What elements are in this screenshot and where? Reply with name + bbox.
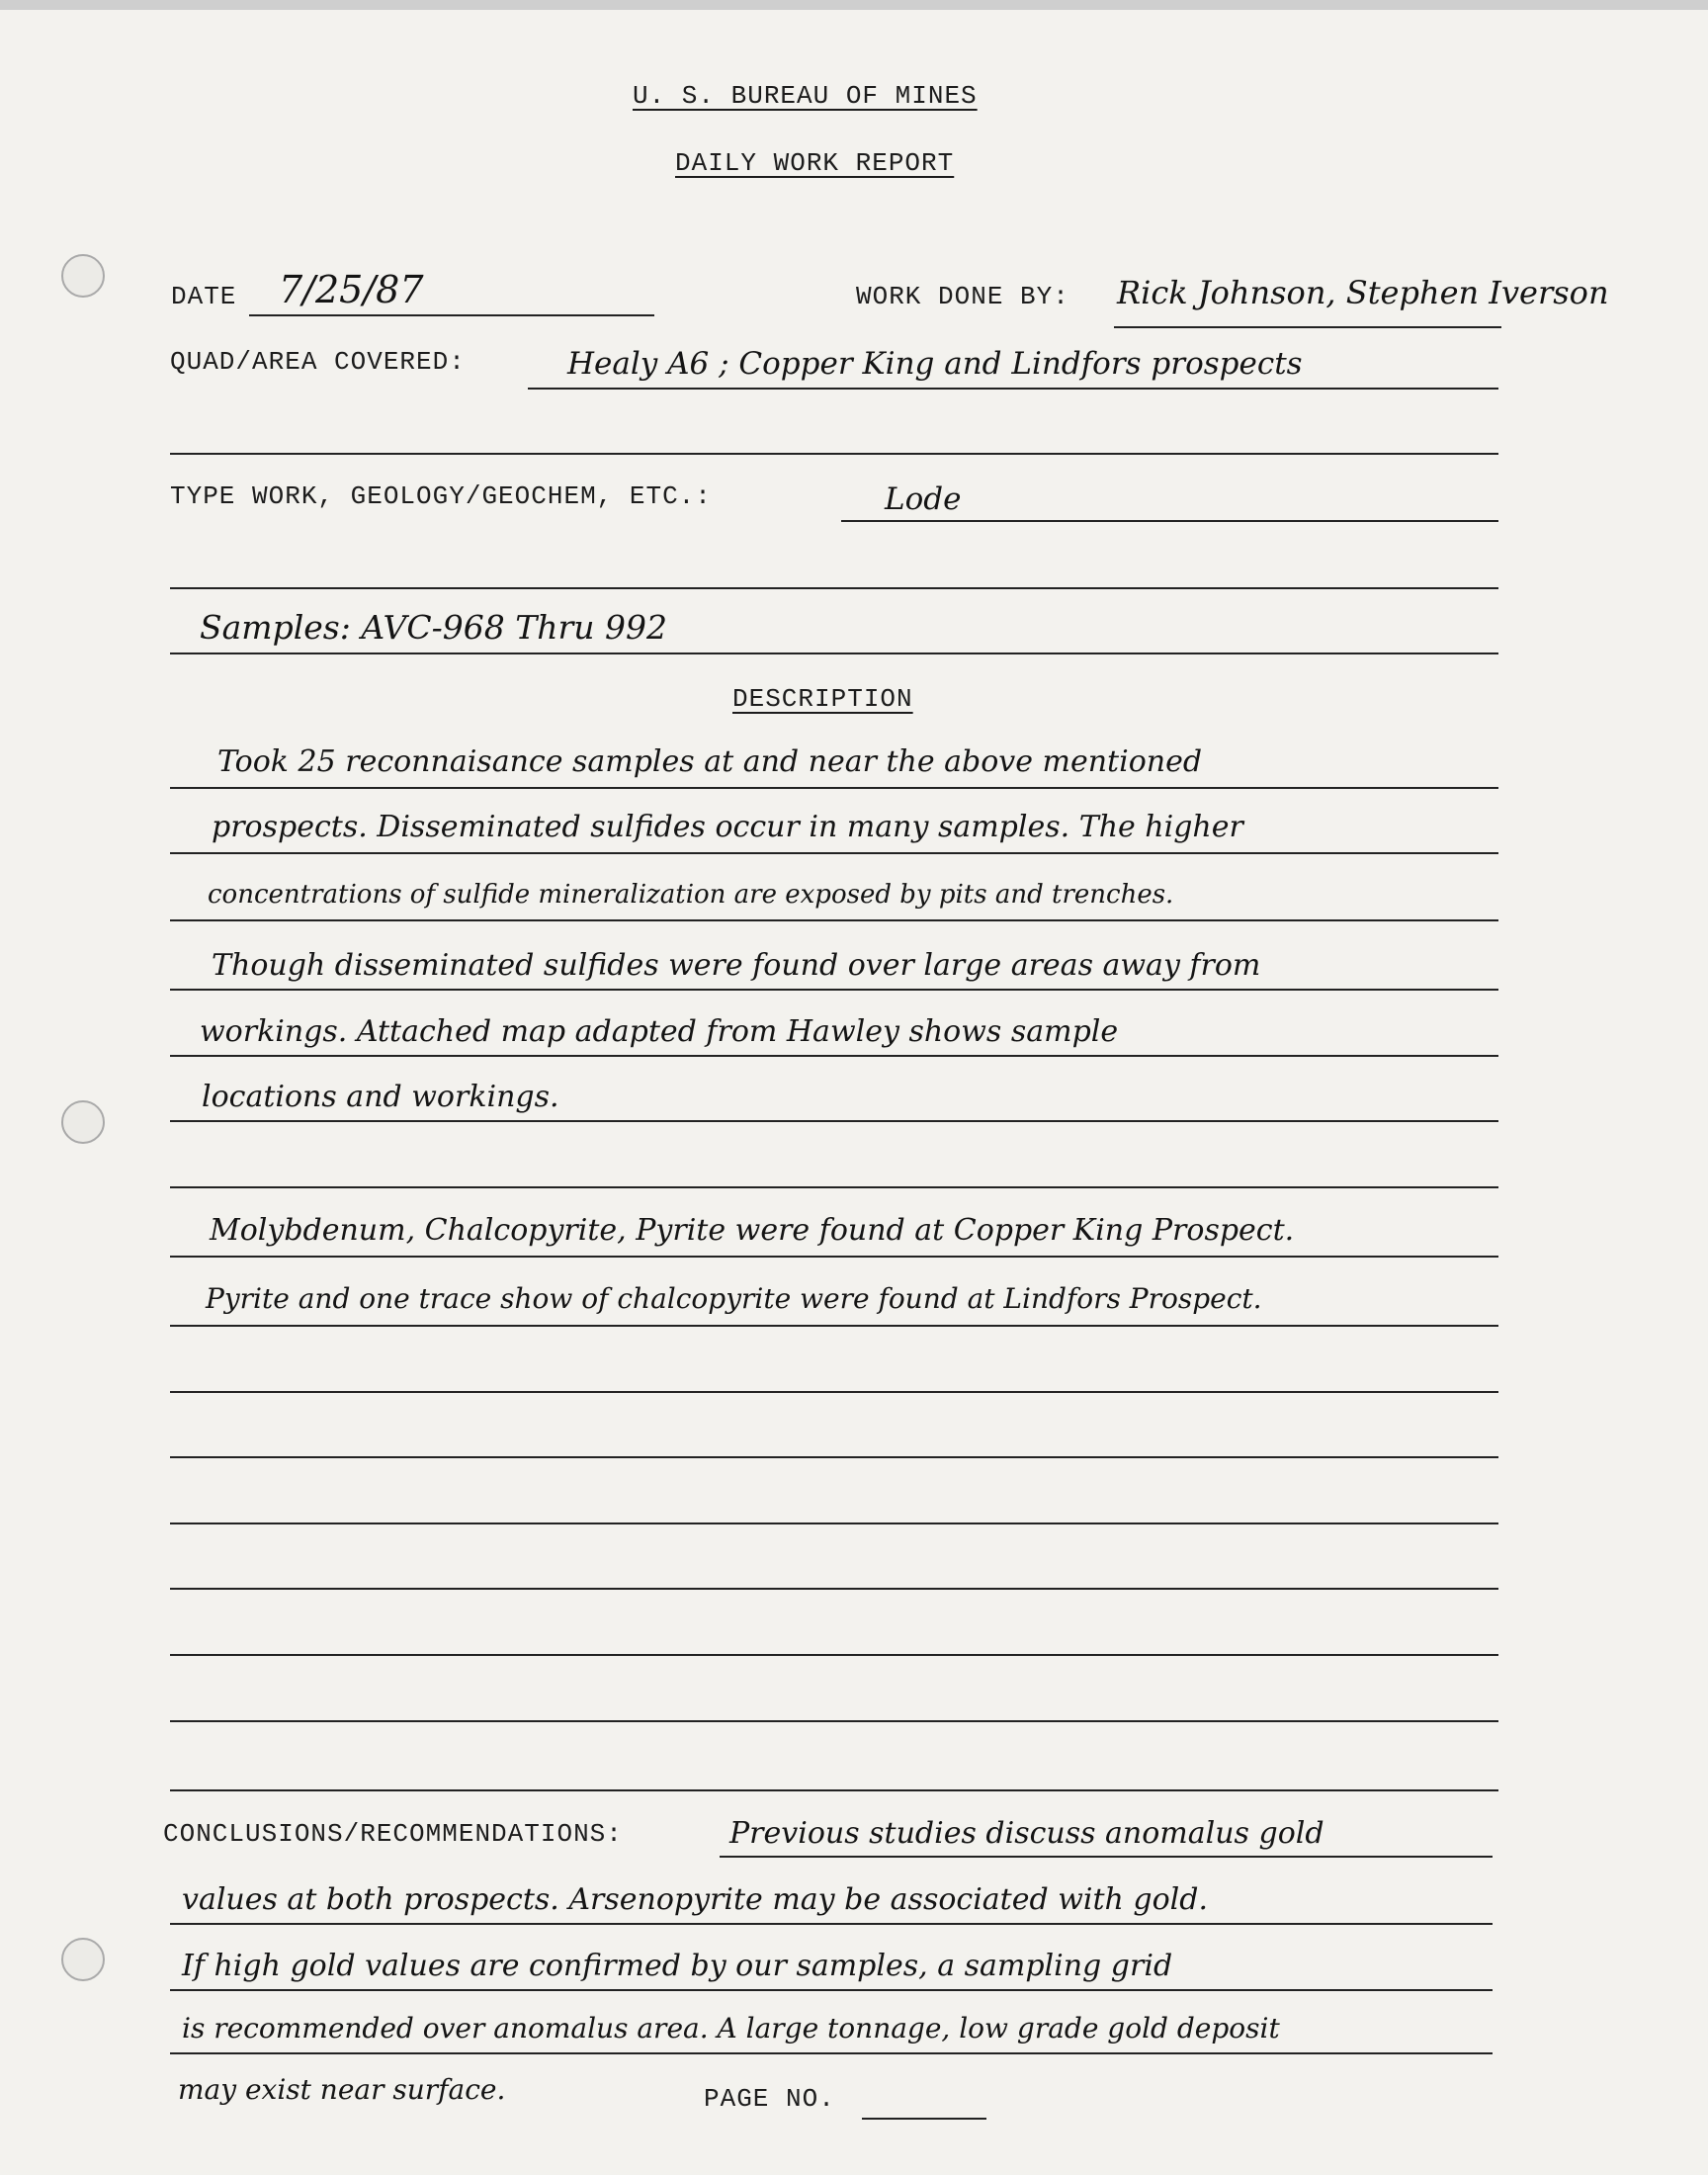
samples-value: Samples: AVC-968 Thru 992 [200,608,667,647]
conclusions-line: is recommended over anomalus area. A large tonnage, low grade gold deposit [182,2012,1280,2044]
description-rule [170,989,1498,991]
description-rule [170,1256,1498,1258]
conclusions-rule [170,1989,1493,1991]
description-line: Molybdenum, Chalcopyrite, Pyrite were found at Copper King Prospect. [210,1213,1295,1248]
description-line: concentrations of sulfide mineralization are exposed by pits and trenches. [208,880,1174,910]
description-rule [170,787,1498,789]
description-rule [170,1186,1498,1188]
description-line: prospects. Disseminated sulfides occur in many samples. The higher [212,810,1243,844]
samples-rule [170,652,1498,654]
description-line: Took 25 reconnaisance samples at and near the above mentioned [217,744,1203,779]
type-work-value: Lode [885,481,962,517]
work-done-by-label: WORK DONE BY: [856,282,1069,311]
description-rule [170,919,1498,921]
description-rule [170,1120,1498,1122]
blank-rule [170,1654,1498,1656]
description-line: Pyrite and one trace show of chalcopyrite were found at Lindfors Prospect. [206,1282,1262,1315]
quad-area-rule-2 [170,453,1498,455]
punch-hole-top [61,254,105,298]
blank-rule [170,1456,1498,1458]
punch-hole-middle [61,1100,105,1144]
conclusions-line: values at both prospects. Arsenopyrite may be associated with gold. [182,1882,1209,1917]
report-title: DAILY WORK REPORT [675,148,955,178]
conclusions-line: If high gold values are confirmed by our samples, a sampling grid [182,1949,1173,1983]
page-no-rule [862,2118,986,2120]
conclusions-label: CONCLUSIONS/RECOMMENDATIONS: [163,1819,623,1849]
description-line: Though disseminated sulfides were found over large areas away from [212,948,1261,983]
conclusions-rule [170,2052,1493,2054]
description-rule [170,1325,1498,1327]
type-work-rule [841,520,1498,522]
blank-rule [170,1789,1498,1791]
conclusions-line: may exist near surface. [178,2073,506,2106]
date-value: 7/25/87 [279,268,424,311]
blank-rule [170,1522,1498,1524]
quad-area-value: Healy A6 ; Copper King and Lindfors prospects [567,346,1303,382]
quad-area-rule [528,388,1498,390]
description-line: locations and workings. [202,1080,559,1114]
date-rule [249,314,654,316]
work-done-by-rule [1114,326,1501,328]
type-work-label: TYPE WORK, GEOLOGY/GEOCHEM, ETC.: [170,481,712,511]
conclusions-rule [170,1923,1493,1925]
date-label: DATE [171,282,237,311]
agency-heading: U. S. BUREAU OF MINES [633,81,978,111]
description-line: workings. Attached map adapted from Hawley shows sample [200,1014,1119,1049]
blank-rule [170,1391,1498,1393]
description-rule [170,852,1498,854]
scan-edge [0,0,1708,10]
punch-hole-bottom [61,1938,105,1981]
description-heading: DESCRIPTION [732,684,913,714]
description-rule [170,1055,1498,1057]
work-done-by-value: Rick Johnson, Stephen Iverson [1117,274,1609,311]
blank-rule [170,1588,1498,1590]
conclusions-line: Previous studies discuss anomalus gold [729,1816,1324,1851]
type-work-rule-2 [170,587,1498,589]
quad-area-label: QUAD/AREA COVERED: [170,347,466,377]
blank-rule [170,1720,1498,1722]
page-no-label: PAGE NO. [704,2084,835,2114]
conclusions-rule [720,1856,1493,1858]
